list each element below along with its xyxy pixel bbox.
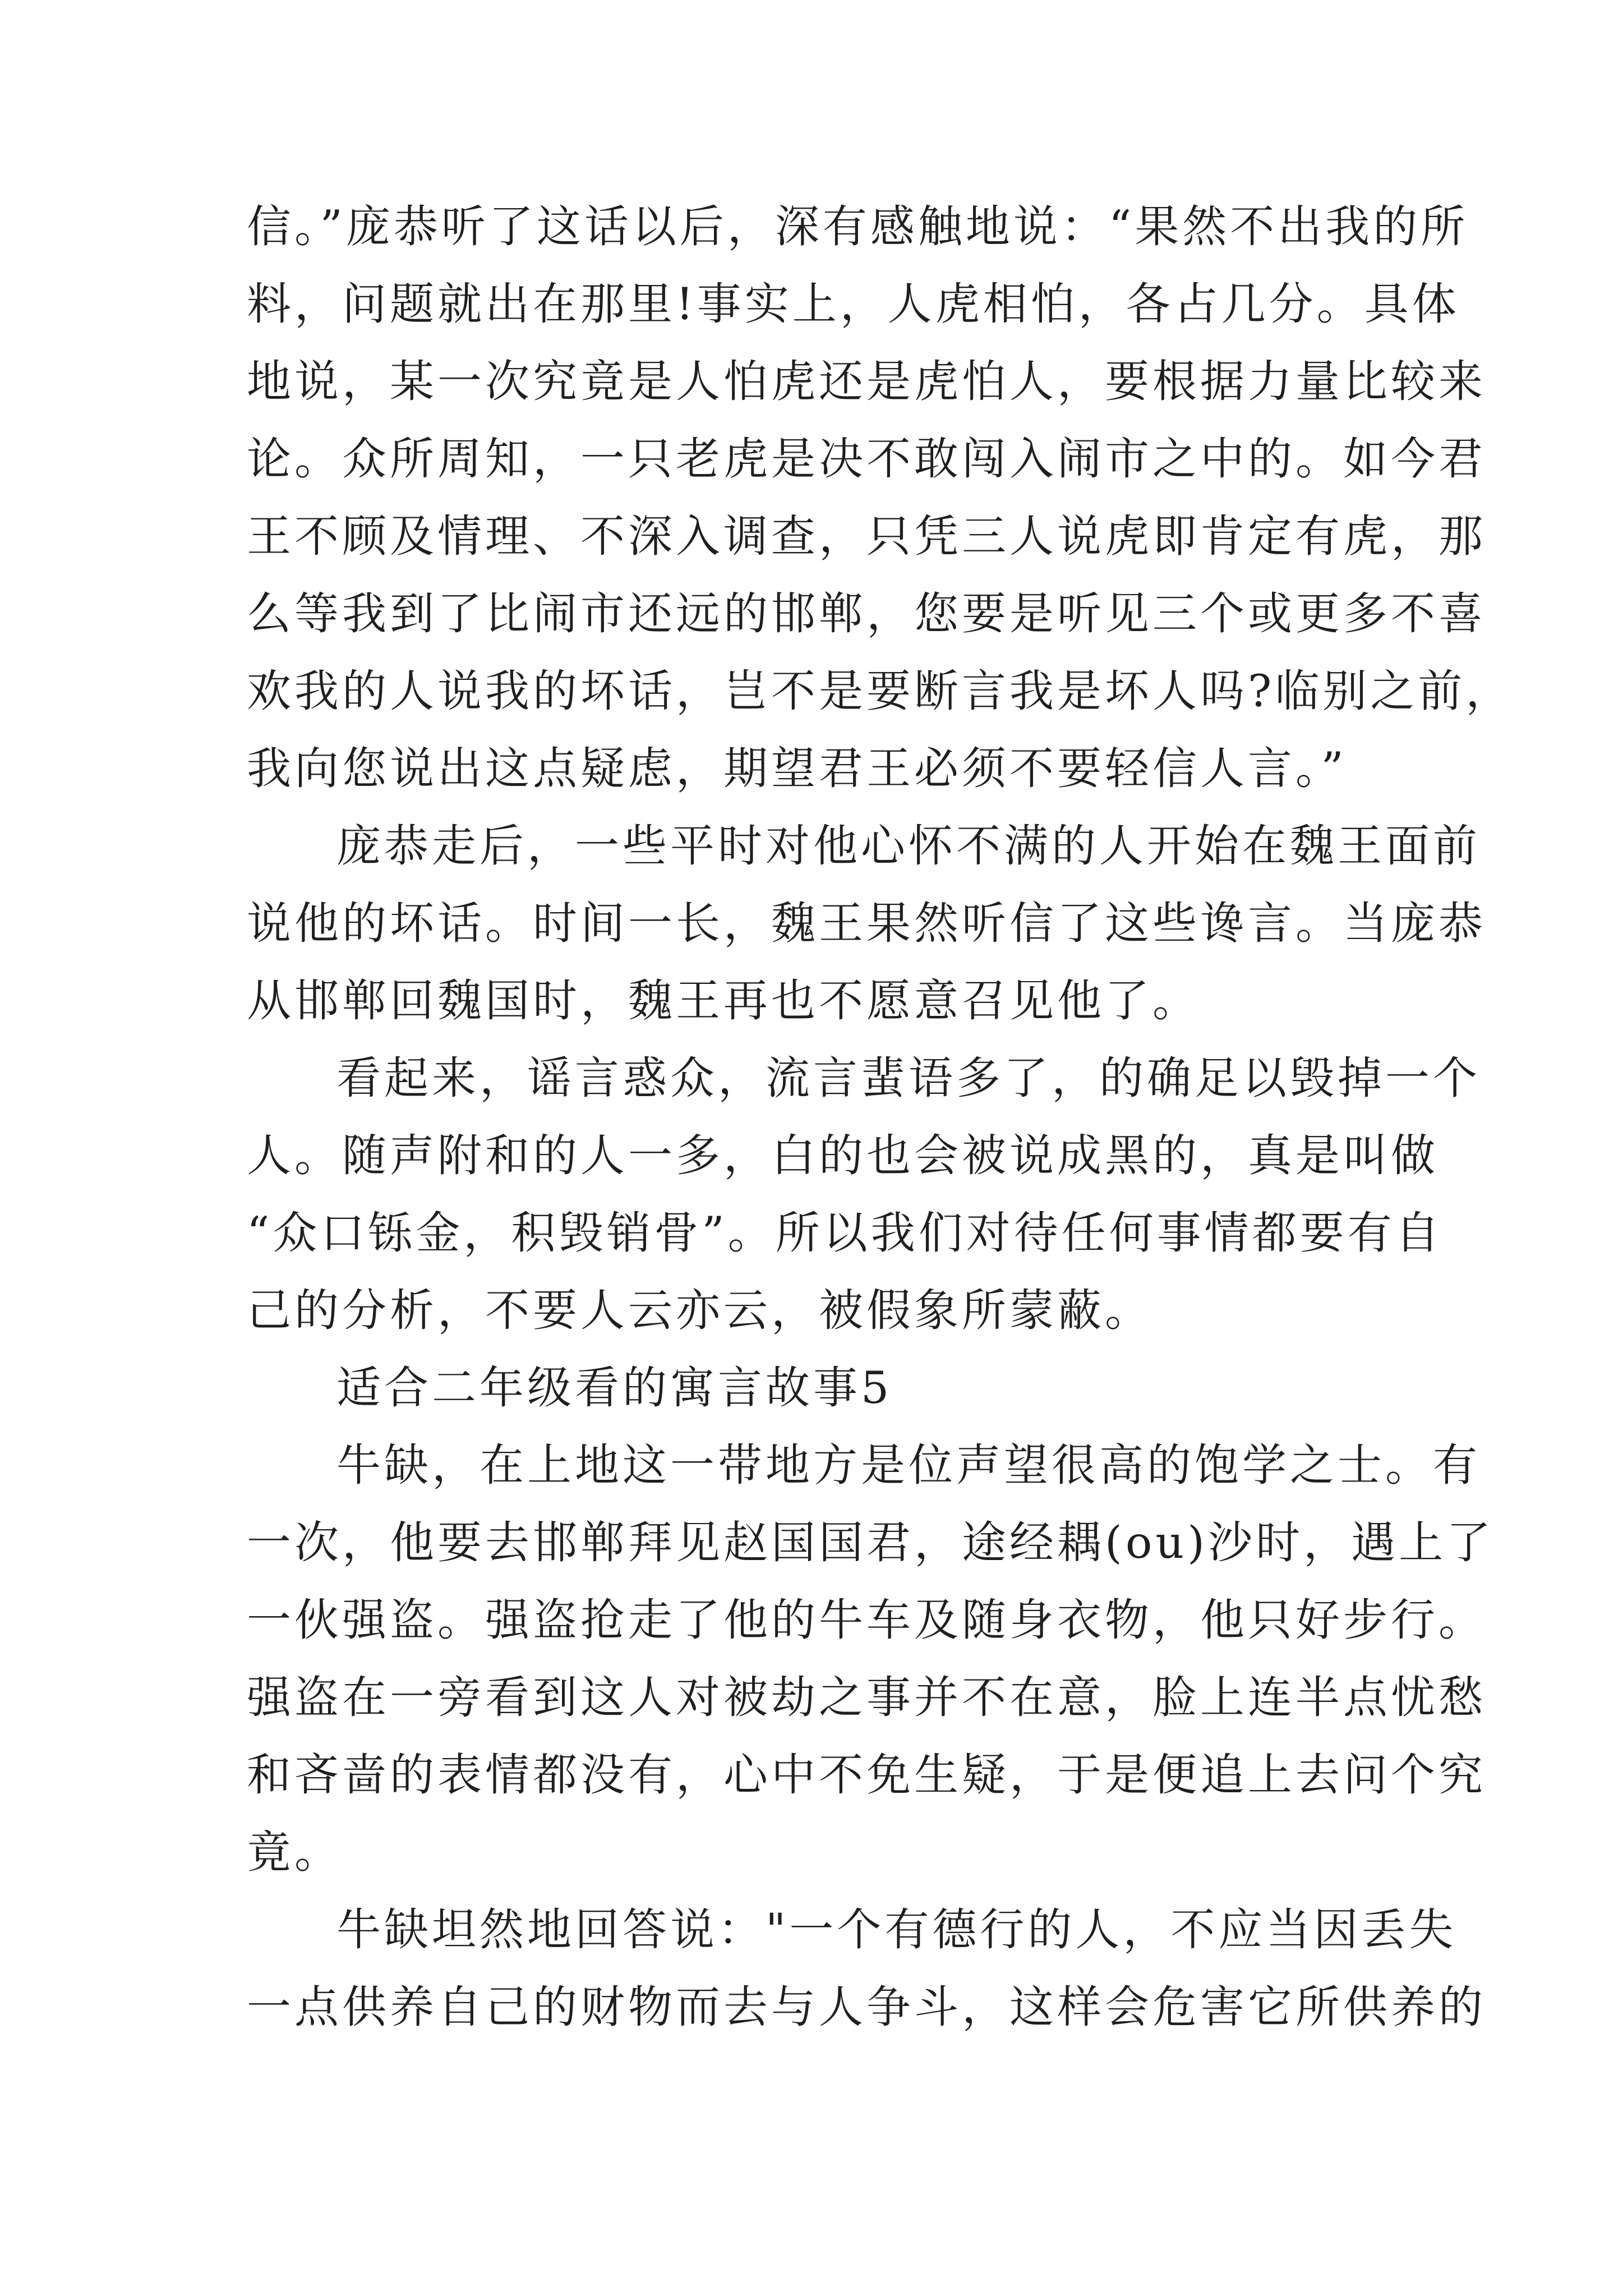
paragraph-start-line: 庞恭走后，一些平时对他心怀不满的人开始在魏王面前: [336, 820, 1481, 872]
text-line: 己的分析，不要人云亦云，被假象所蒙蔽。: [247, 1285, 1152, 1336]
paragraph-start-line: 牛缺坦然地回答说："一个有德行的人，不应当因丢失: [336, 1904, 1457, 1955]
text-line: 论。众所周知，一只老虎是决不敢闯入闹市之中的。如今君: [247, 433, 1486, 485]
section-heading: 适合二年级看的寓言故事5: [336, 1362, 893, 1414]
text-line: 竟。: [247, 1826, 342, 1878]
text-line: 地说，某一次究竟是人怕虎还是虎怕人，要根据力量比较来: [247, 356, 1486, 407]
paragraph-start-line: 牛缺，在上地这一带地方是位声望很高的饱学之士。有: [336, 1439, 1481, 1491]
text-line: 从邯郸回魏国时，魏王再也不愿意召见他了。: [247, 975, 1200, 1027]
text-line: 信。”庞恭听了这话以后，深有感触地说：“果然不出我的所: [247, 201, 1469, 252]
document-body: [247, 188, 1514, 2046]
text-line: 欢我的人说我的坏话，岂不是要断言我是坏人吗?临别之前，: [247, 665, 1514, 717]
paragraph-start-line: 看起来，谣言惑众，流言蜚语多了，的确足以毁掉一个: [336, 1052, 1481, 1104]
text-line: 一点供养自己的财物而去与人争斗，这样会危害它所供养的: [247, 1981, 1486, 2033]
text-line: 么等我到了比闹市还远的邯郸，您要是听见三个或更多不喜: [247, 588, 1486, 639]
text-line: 说他的坏话。时间一长，魏王果然听信了这些谗言。当庞恭: [247, 898, 1486, 949]
text-line: 人。随声附和的人一多，白的也会被说成黑的，真是叫做: [247, 1130, 1438, 1181]
text-line: “众口铄金，积毁销骨”。所以我们对待任何事情都要有自: [247, 1207, 1443, 1259]
text-line: 我向您说出这点疑虑，期望君王必须不要轻信人言。”: [247, 743, 1347, 794]
text-line: 和吝啬的表情都没有，心中不免生疑，于是便追上去问个究: [247, 1749, 1486, 1801]
text-line: 强盗在一旁看到这人对被劫之事并不在意，脸上连半点忧愁: [247, 1672, 1486, 1723]
text-line: 一次，他要去邯郸拜见赵国国君，途经耦(ou)沙时，遇上了: [247, 1517, 1495, 1568]
text-line: 王不顾及情理、不深入调查，只凭三人说虎即肯定有虎，那: [247, 510, 1486, 562]
text-line: 料，问题就出在那里!事实上，人虎相怕，各占几分。具体: [247, 278, 1460, 330]
text-line: 一伙强盗。强盗抢走了他的牛车及随身衣物，他只好步行。: [247, 1594, 1486, 1646]
